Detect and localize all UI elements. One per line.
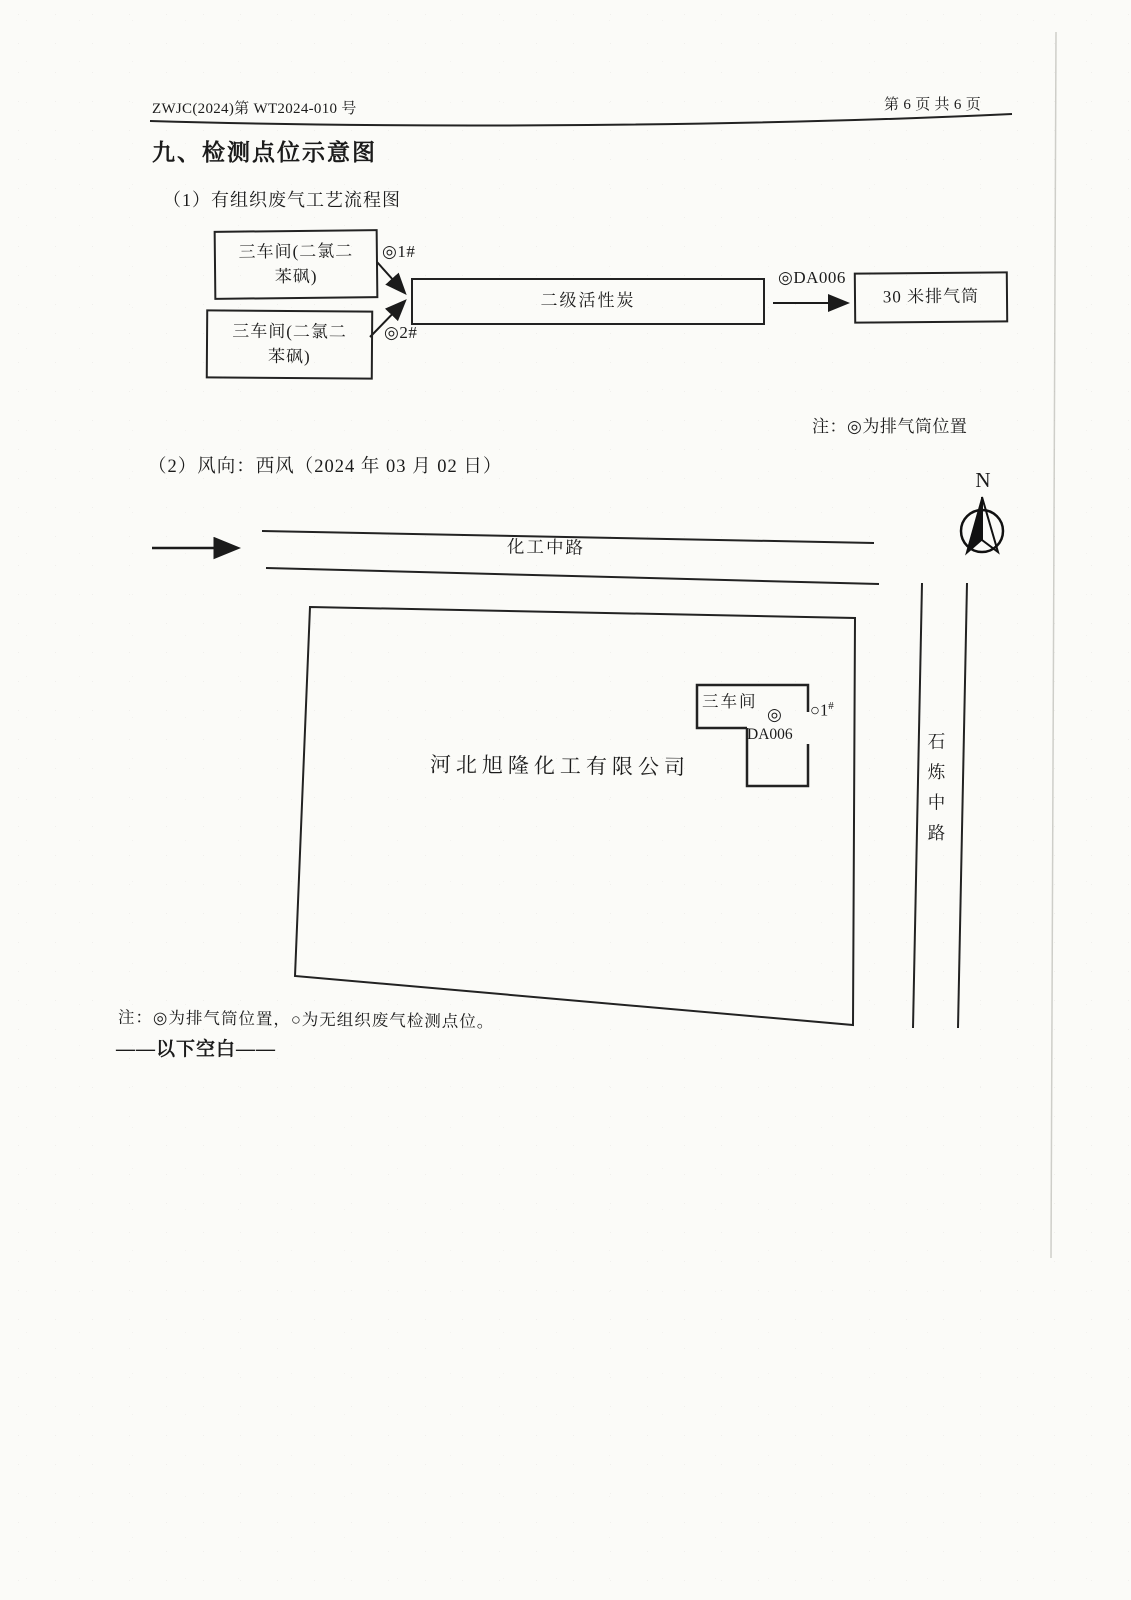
road-top-label: 化工中路 xyxy=(506,536,586,558)
stack-id-label: DA006 xyxy=(747,726,793,743)
flow-arrow-outlet1 xyxy=(377,262,404,292)
scan-edge-line xyxy=(1051,32,1056,1258)
road-right-left-line xyxy=(913,583,922,1028)
flow-stack-box: 30 米排气筒 xyxy=(854,271,1008,323)
outlet-1-label: ◎1# xyxy=(382,242,416,261)
factory-name-label: 河北旭隆化工有限公司 xyxy=(429,752,691,780)
document-number: ZWJC(2024)第 WT2024-010 号 xyxy=(152,101,357,117)
flow-source-box-2 xyxy=(206,309,373,379)
road-right-label: 石炼中路 xyxy=(926,732,946,854)
section-2-heading: （2）风向：西风（2024 年 03 月 02 日） xyxy=(148,457,503,477)
stack-point-label: ◎DA006 xyxy=(778,268,846,287)
stack-symbol: ◎ xyxy=(767,705,782,724)
flow-note: 注：◎为排气筒位置 xyxy=(812,417,968,436)
footer-note: 注：◎为排气筒位置，○为无组织废气检测点位。 xyxy=(117,1007,495,1032)
factory-boundary xyxy=(295,607,855,1025)
flow-source-box-1-label: 三车间(二氯二 苯砜) xyxy=(238,241,354,286)
page-number: 第 6 页 共 6 页 xyxy=(884,97,982,113)
flow-source-box-2-label: 三车间(二氯二 苯砜) xyxy=(232,321,347,366)
blank-below-marker: ——以下空白—— xyxy=(116,1039,277,1060)
road-top-lower-line xyxy=(266,568,879,584)
monitor-point-superscript: # xyxy=(828,700,834,712)
north-arrow-icon xyxy=(961,497,1003,554)
compass-north-label: N xyxy=(975,468,991,492)
page-title: 九、检测点位示意图 xyxy=(152,140,377,165)
road-right-right-line xyxy=(958,583,967,1028)
outlet-2-label: ◎2# xyxy=(384,323,418,342)
monitor-point-label: ○1# xyxy=(810,700,834,720)
flow-source-box-1 xyxy=(214,229,379,300)
workshop-label: 三车间 xyxy=(702,692,758,711)
flow-treatment-box: 二级活性炭 xyxy=(411,278,765,325)
section-1-heading: （1）有组织废气工艺流程图 xyxy=(163,190,401,210)
